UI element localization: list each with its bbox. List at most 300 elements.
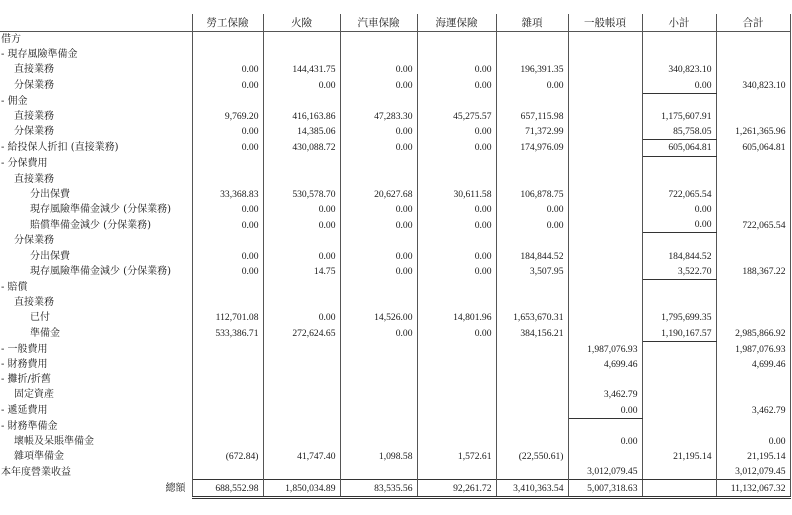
cell-value — [568, 310, 642, 325]
table-row — [0, 32, 790, 48]
cell-value: 0.00 — [263, 202, 340, 217]
cell-value: 340,823.10 — [716, 78, 790, 94]
table-row — [0, 217, 790, 233]
row-label: - 財務準備金 — [0, 418, 192, 434]
row-label: - 財務費用 — [0, 357, 192, 372]
table-row — [0, 387, 790, 402]
cell-value — [716, 387, 790, 402]
cell-value — [642, 156, 716, 172]
cell-value — [192, 172, 263, 187]
cell-value: 0.00 — [263, 249, 340, 264]
cell-value: 3,462.79 — [568, 387, 642, 402]
cell-value — [340, 32, 417, 48]
row-label: 借方 — [0, 32, 192, 48]
row-label: 壞帳及呆賬準備金 — [0, 434, 192, 449]
cell-value: 0.00 — [340, 140, 417, 156]
cell-value — [568, 326, 642, 342]
cell-value: 14.75 — [263, 264, 340, 280]
cell-value: 14,385.06 — [263, 124, 340, 140]
cell-value — [496, 280, 568, 296]
cell-value — [263, 341, 340, 357]
cell-value — [417, 434, 496, 449]
table-row — [0, 464, 790, 480]
cell-value — [263, 280, 340, 296]
table-row — [0, 264, 790, 280]
cell-value — [192, 387, 263, 402]
cell-value: 0.00 — [340, 326, 417, 342]
cell-value — [716, 32, 790, 48]
cell-value — [417, 387, 496, 402]
cell-value — [340, 47, 417, 62]
cell-value — [496, 434, 568, 449]
table-row — [0, 109, 790, 124]
header-total: 合計 — [716, 14, 790, 32]
cell-value: (22,550.61) — [496, 449, 568, 464]
table-row — [0, 434, 790, 449]
row-label: 本年度營業收益 — [0, 464, 192, 480]
table-row — [0, 418, 790, 434]
cell-value — [263, 32, 340, 48]
cell-value: 1,098.58 — [340, 449, 417, 464]
cell-value — [263, 233, 340, 249]
table-row — [0, 140, 790, 156]
cell-value — [417, 464, 496, 480]
cell-value — [568, 47, 642, 62]
cell-value: 0.00 — [417, 264, 496, 280]
row-label: 賠償準備金減少 (分保業務) — [0, 217, 192, 233]
cell-value — [642, 403, 716, 419]
cell-value: 0.00 — [496, 202, 568, 217]
cell-value: 1,987,076.93 — [568, 341, 642, 357]
row-label: 固定資產 — [0, 387, 192, 402]
cell-value — [642, 464, 716, 480]
cell-value: 0.00 — [417, 124, 496, 140]
cell-value — [642, 233, 716, 249]
cell-value: 605,064.81 — [642, 140, 716, 156]
cell-value — [340, 280, 417, 296]
table-row — [0, 47, 790, 62]
table-row — [0, 310, 790, 325]
cell-value — [496, 93, 568, 109]
cell-value: 530,578.70 — [263, 187, 340, 202]
cell-value — [263, 295, 340, 310]
cell-value: 1,572.61 — [417, 449, 496, 464]
cell-value — [417, 357, 496, 372]
cell-value — [568, 233, 642, 249]
header-marine: 海運保險 — [417, 14, 496, 32]
row-label: - 遞延費用 — [0, 403, 192, 419]
cell-value — [496, 295, 568, 310]
cell-value: 14,526.00 — [340, 310, 417, 325]
cell-value — [192, 341, 263, 357]
cell-value: 184,844.52 — [496, 249, 568, 264]
row-label: 直接業務 — [0, 62, 192, 77]
cell-value — [192, 372, 263, 387]
cell-value: 0.00 — [192, 264, 263, 280]
cell-value — [496, 464, 568, 480]
cell-value — [642, 434, 716, 449]
cell-value: 1,795,699.35 — [642, 310, 716, 325]
cell-value — [340, 295, 417, 310]
debit-table — [0, 14, 791, 499]
cell-value: 30,611.58 — [417, 187, 496, 202]
cell-value — [642, 280, 716, 296]
cell-value: 9,769.20 — [192, 109, 263, 124]
cell-value — [340, 93, 417, 109]
cell-value — [568, 187, 642, 202]
cell-value: 3,507.95 — [496, 264, 568, 280]
cell-value — [263, 93, 340, 109]
row-label: - 一般費用 — [0, 341, 192, 357]
cell-value — [417, 280, 496, 296]
cell-value — [716, 202, 790, 217]
cell-value — [417, 403, 496, 419]
cell-value — [417, 156, 496, 172]
row-label: 分出保費 — [0, 187, 192, 202]
cell-value — [263, 357, 340, 372]
row-label: - 分保費用 — [0, 156, 192, 172]
row-label: 直接業務 — [0, 109, 192, 124]
cell-value — [716, 93, 790, 109]
cell-value: 112,701.08 — [192, 310, 263, 325]
cell-value — [642, 357, 716, 372]
cell-value: 0.00 — [496, 78, 568, 94]
cell-value: (672.84) — [192, 449, 263, 464]
row-label: 直接業務 — [0, 172, 192, 187]
cell-value: 384,156.21 — [496, 326, 568, 342]
cell-value: 0.00 — [192, 78, 263, 94]
table-row — [0, 403, 790, 419]
cell-value — [192, 280, 263, 296]
cell-value — [263, 434, 340, 449]
cell-value — [496, 32, 568, 48]
cell-value — [340, 434, 417, 449]
row-label: 已付 — [0, 310, 192, 325]
cell-value — [192, 295, 263, 310]
cell-value: 416,163.86 — [263, 109, 340, 124]
table-row — [0, 449, 790, 464]
cell-value — [496, 418, 568, 434]
cell-value — [340, 418, 417, 434]
row-label: 雜項準備金 — [0, 449, 192, 464]
cell-value — [417, 32, 496, 48]
cell-value — [496, 357, 568, 372]
cell-value — [568, 93, 642, 109]
cell-value: 3,012,079.45 — [568, 464, 642, 480]
cell-value — [192, 233, 263, 249]
cell-value — [496, 233, 568, 249]
cell-value — [716, 310, 790, 325]
cell-value: 71,372.99 — [496, 124, 568, 140]
cell-value — [417, 372, 496, 387]
cell-value — [340, 341, 417, 357]
cell-value: 14,801.96 — [417, 310, 496, 325]
total-value: 11,132,067.32 — [716, 480, 790, 497]
cell-value: 0.00 — [263, 78, 340, 94]
cell-value — [340, 233, 417, 249]
table-row — [0, 233, 790, 249]
cell-value — [568, 217, 642, 233]
cell-value: 106,878.75 — [496, 187, 568, 202]
cell-value — [417, 172, 496, 187]
total-value — [642, 480, 716, 497]
cell-value: 21,195.14 — [716, 449, 790, 464]
cell-value: 188,367.22 — [716, 264, 790, 280]
cell-value: 533,386.71 — [192, 326, 263, 342]
cell-value: 722,065.54 — [716, 217, 790, 233]
cell-value — [568, 32, 642, 48]
cell-value — [568, 78, 642, 94]
total-value: 688,552.98 — [192, 480, 263, 497]
cell-value: 0.00 — [642, 78, 716, 94]
cell-value: 4,699.46 — [568, 357, 642, 372]
cell-value — [192, 434, 263, 449]
cell-value — [642, 47, 716, 62]
cell-value — [496, 372, 568, 387]
cell-value — [568, 172, 642, 187]
cell-value: 47,283.30 — [340, 109, 417, 124]
cell-value — [417, 233, 496, 249]
table-row — [0, 357, 790, 372]
cell-value: 21,195.14 — [642, 449, 716, 464]
cell-value — [263, 156, 340, 172]
cell-value: 1,261,365.96 — [716, 124, 790, 140]
table-row — [0, 295, 790, 310]
cell-value: 3,462.79 — [716, 403, 790, 419]
table-row — [0, 124, 790, 140]
cell-value: 0.00 — [417, 202, 496, 217]
cell-value — [496, 47, 568, 62]
cell-value: 3,012,079.45 — [716, 464, 790, 480]
cell-value — [716, 62, 790, 77]
cell-value: 0.00 — [568, 434, 642, 449]
cell-value: 1,653,670.31 — [496, 310, 568, 325]
row-label: - 攤折/折舊 — [0, 372, 192, 387]
cell-value: 0.00 — [340, 78, 417, 94]
cell-value — [340, 372, 417, 387]
cell-value: 0.00 — [417, 140, 496, 156]
row-label: - 給投保人折扣 (直接業務) — [0, 140, 192, 156]
total-value: 5,007,318.63 — [568, 480, 642, 497]
cell-value — [192, 156, 263, 172]
cell-value: 0.00 — [642, 217, 716, 233]
cell-value — [642, 172, 716, 187]
cell-value — [716, 418, 790, 434]
cell-value — [568, 264, 642, 280]
row-label: 分保業務 — [0, 124, 192, 140]
cell-value: 272,624.65 — [263, 326, 340, 342]
cell-value — [568, 124, 642, 140]
cell-value — [642, 418, 716, 434]
cell-value: 0.00 — [340, 249, 417, 264]
cell-value — [568, 156, 642, 172]
cell-value — [417, 295, 496, 310]
cell-value: 0.00 — [340, 202, 417, 217]
total-row — [0, 480, 790, 497]
table-row — [0, 249, 790, 264]
table-row — [0, 78, 790, 94]
header-misc: 雜項 — [496, 14, 568, 32]
cell-value: 0.00 — [192, 217, 263, 233]
row-label: 準備金 — [0, 326, 192, 342]
cell-value — [340, 357, 417, 372]
table-row — [0, 372, 790, 387]
cell-value — [340, 403, 417, 419]
table-row — [0, 172, 790, 187]
total-value: 3,410,363.54 — [496, 480, 568, 497]
cell-value — [417, 47, 496, 62]
cell-value: 1,190,167.57 — [642, 326, 716, 342]
cell-value — [568, 295, 642, 310]
cell-value — [716, 109, 790, 124]
cell-value — [716, 295, 790, 310]
cell-value — [417, 341, 496, 357]
row-label: 分出保費 — [0, 249, 192, 264]
row-label: 現存風險準備金減少 (分保業務) — [0, 202, 192, 217]
cell-value — [192, 403, 263, 419]
cell-value — [716, 280, 790, 296]
cell-value: 0.00 — [192, 249, 263, 264]
cell-value: 20,627.68 — [340, 187, 417, 202]
header-row — [0, 14, 790, 32]
cell-value: 41,747.40 — [263, 449, 340, 464]
cell-value — [340, 172, 417, 187]
cell-value: 0.00 — [568, 403, 642, 419]
header-fire: 火險 — [263, 14, 340, 32]
cell-value: 0.00 — [417, 62, 496, 77]
cell-value — [568, 140, 642, 156]
cell-value: 0.00 — [263, 310, 340, 325]
header-general: 一般帳項 — [568, 14, 642, 32]
cell-value: 0.00 — [417, 217, 496, 233]
cell-value — [263, 47, 340, 62]
cell-value: 45,275.57 — [417, 109, 496, 124]
cell-value — [263, 464, 340, 480]
cell-value — [263, 172, 340, 187]
cell-value — [642, 387, 716, 402]
cell-value: 0.00 — [340, 62, 417, 77]
total-value: 92,261.72 — [417, 480, 496, 497]
cell-value: 33,368.83 — [192, 187, 263, 202]
cell-value — [716, 47, 790, 62]
cell-value — [496, 403, 568, 419]
cell-value — [417, 93, 496, 109]
cell-value — [263, 387, 340, 402]
cell-value — [340, 464, 417, 480]
row-label: 分保業務 — [0, 78, 192, 94]
table-row — [0, 202, 790, 217]
header-subtotal: 小計 — [642, 14, 716, 32]
cell-value: 184,844.52 — [642, 249, 716, 264]
total-value: 83,535.56 — [340, 480, 417, 497]
cell-value — [263, 403, 340, 419]
cell-value — [340, 387, 417, 402]
cell-value: 85,758.05 — [642, 124, 716, 140]
cell-value: 0.00 — [716, 434, 790, 449]
cell-value — [642, 32, 716, 48]
cell-value — [192, 464, 263, 480]
cell-value — [716, 172, 790, 187]
total-value: 1,850,034.89 — [263, 480, 340, 497]
cell-value — [568, 249, 642, 264]
table-row — [0, 326, 790, 342]
cell-value: 657,115.98 — [496, 109, 568, 124]
cell-value — [642, 295, 716, 310]
table-row — [0, 156, 790, 172]
cell-value — [716, 156, 790, 172]
cell-value: 605,064.81 — [716, 140, 790, 156]
cell-value: 430,088.72 — [263, 140, 340, 156]
cell-value — [568, 449, 642, 464]
cell-value — [642, 372, 716, 387]
cell-value: 174,976.09 — [496, 140, 568, 156]
cell-value: 0.00 — [192, 140, 263, 156]
table-row — [0, 93, 790, 109]
cell-value — [496, 156, 568, 172]
row-label: - 賠償 — [0, 280, 192, 296]
table-row — [0, 187, 790, 202]
cell-value: 722,065.54 — [642, 187, 716, 202]
row-label: 直接業務 — [0, 295, 192, 310]
cell-value: 0.00 — [192, 202, 263, 217]
cell-value: 1,987,076.93 — [716, 341, 790, 357]
cell-value: 0.00 — [496, 217, 568, 233]
cell-value — [568, 372, 642, 387]
cell-value — [568, 418, 642, 434]
cell-value — [716, 249, 790, 264]
header-label — [0, 14, 192, 32]
cell-value — [192, 357, 263, 372]
cell-value — [340, 156, 417, 172]
cell-value — [642, 93, 716, 109]
cell-value — [716, 187, 790, 202]
cell-value: 144,431.75 — [263, 62, 340, 77]
cell-value: 0.00 — [263, 217, 340, 233]
cell-value — [496, 172, 568, 187]
cell-value — [496, 341, 568, 357]
row-label: - 現存風險準備金 — [0, 47, 192, 62]
table-row — [0, 341, 790, 357]
cell-value: 0.00 — [417, 249, 496, 264]
table-row — [0, 280, 790, 296]
cell-value: 0.00 — [340, 264, 417, 280]
cell-value: 0.00 — [192, 124, 263, 140]
row-label: 分保業務 — [0, 233, 192, 249]
cell-value — [192, 32, 263, 48]
cell-value: 2,985,866.92 — [716, 326, 790, 342]
cell-value: 340,823.10 — [642, 62, 716, 77]
cell-value: 0.00 — [417, 78, 496, 94]
table-row — [0, 62, 790, 77]
cell-value — [417, 418, 496, 434]
cell-value — [496, 387, 568, 402]
cell-value — [192, 418, 263, 434]
cell-value — [263, 372, 340, 387]
cell-value: 0.00 — [642, 202, 716, 217]
cell-value — [568, 62, 642, 77]
cell-value — [716, 233, 790, 249]
cell-value — [568, 280, 642, 296]
cell-value: 0.00 — [340, 124, 417, 140]
cell-value — [263, 418, 340, 434]
total-label: 總額 — [0, 480, 192, 497]
header-motor: 汽車保險 — [340, 14, 417, 32]
cell-value: 196,391.35 — [496, 62, 568, 77]
cell-value — [642, 341, 716, 357]
cell-value: 0.00 — [417, 326, 496, 342]
row-label: 現存風險準備金減少 (分保業務) — [0, 264, 192, 280]
cell-value — [568, 202, 642, 217]
